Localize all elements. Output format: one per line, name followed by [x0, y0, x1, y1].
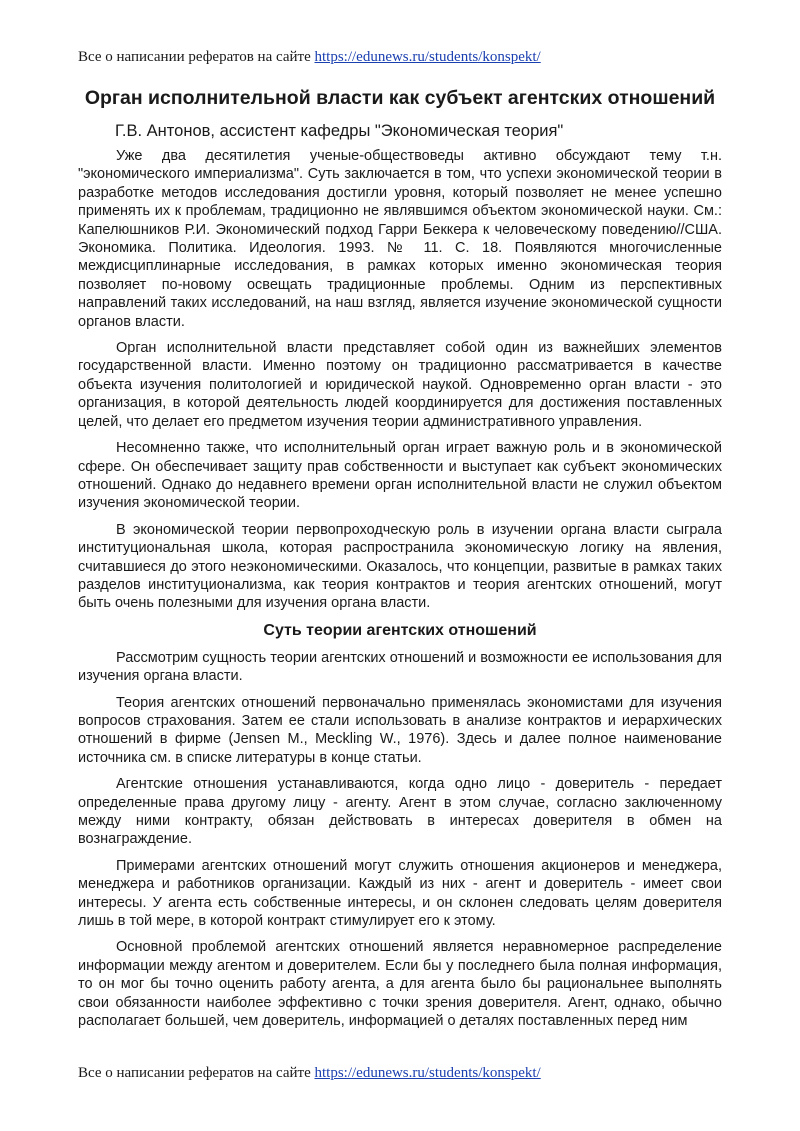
- document-body: [78, 86, 722, 1038]
- page-header: [78, 48, 541, 66]
- document-author: Г.В. Антонов, ассистент кафедры "Экономическая теория": [115, 122, 564, 140]
- paragraph: Орган исполнительной власти представляет собой один из важнейших элементов государственной власти. Именно поэтому он традиционно рассматривается в качестве объекта изучения политологией и юридической наукой. Одновременно орган власти - это организация, в которой деятельность людей координируется для достижения поставленных целей, что делает его предметом изучения теории административного управления.: [78, 340, 722, 430]
- paragraph: Агентские отношения устанавливаются, когда одно лицо - доверитель - передает определенные права другому лицу - агенту. Агент в этом случае, согласно заключенному между ними контракту, обязан действовать в интересах доверителя в обмен на вознаграждение.: [78, 776, 722, 848]
- paragraph: Несомненно также, что исполнительный орган играет важную роль и в экономической сфере. Он обеспечивает защиту прав собственности и выступает как субъект экономических отношений. Однако до недавнего времени орган исполнительной власти не служил объектом изучения экономической теории.: [78, 440, 722, 512]
- footer-site-link[interactable]: https://edunews.ru/students/konspekt/: [314, 1065, 541, 1081]
- section-heading: Суть теории агентских отношений: [263, 621, 537, 639]
- paragraph: Основной проблемой агентских отношений является неравномерное распределение информации между агентом и доверителем. Если бы у последнего была полная информация, то он мог бы точно оценить работу агента, а для агента было бы рациональнее выполнять свои обязанности наиболее эффективно с точки зрения доверителя. Агент, однако, обычно располагает большей, чем доверитель, информацией о деталях поставленных перед ним: [78, 939, 722, 1030]
- footer-text: Все о написании рефератов на сайте: [78, 1065, 315, 1081]
- paragraph: Теория агентских отношений первоначально применялась экономистами для изучения вопросов страхования. Затем ее стали использовать в анализе контрактов и иерархических отношений в фирме (Jensen M., Meckling W., 1976). Здесь и далее полное наименование источника см. в списке литературы в конце статьи.: [78, 694, 722, 766]
- paragraph: В экономической теории первопроходческую роль в изучении органа власти сыграла институциональная школа, которая распространила экономическую логику на явления, считавшиеся до этого неэкономическими. Оказалось, что концепции, развитые в рамках таких разделов институционализма, как теория контрактов и теория агентских отношений, могут быть очень полезными для изучения органа власти.: [78, 521, 722, 612]
- paragraph: Уже два десятилетия ученые-обществоведы активно обсуждают тему т.н. "экономического империализма". Суть заключается в том, что успехи экономической теории в разработке методов исследования достигли уровня, который позволяет не менее успешно применять их к проблемам, традиционно не являвшимся объектом экономической науки. См.: Капелюшников Р.И. Экономический подход Гарри Беккера к человеческому поведению//США. Экономика. Политика. Идеология. 1993. № 11. С. 18. Появляются многочисленные междисциплинарные исследования, в рамках которых именно экономическая теория позволяет по-новому освещать традиционные проблемы. Одним из перспективных направлений таких исследований, на наш взгляд, является изучение экономической сущности органов власти.: [78, 148, 722, 330]
- paragraph: Рассмотрим сущность теории агентских отношений и возможности ее использования для изучения органа власти.: [78, 649, 723, 685]
- page-footer: [78, 1064, 541, 1082]
- document-title: Орган исполнительной власти как субъект агентских отношений: [84, 87, 716, 109]
- header-text: Все о написании рефератов на сайте: [78, 49, 315, 65]
- paragraph: Примерами агентских отношений могут служить отношения акционеров и менеджера, менеджера и работников организации. Каждый из них - агент и доверитель - имеет свои интересы. У агента есть собственные интересы, и он склонен следовать целям доверителя лишь в той мере, в которой контракт стимулирует его к этому.: [78, 857, 722, 930]
- header-site-link[interactable]: https://edunews.ru/students/konspekt/: [314, 49, 541, 65]
